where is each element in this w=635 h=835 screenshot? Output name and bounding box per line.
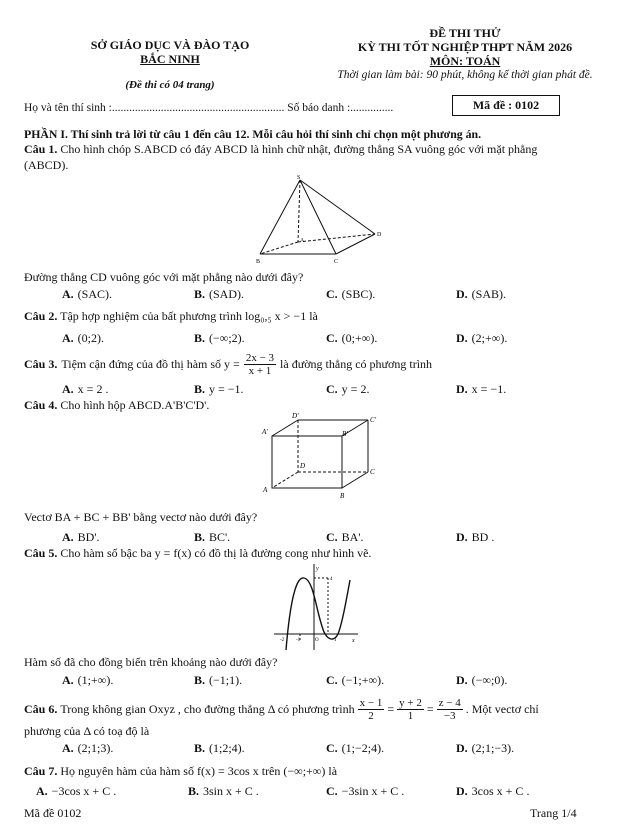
- q1-option-d[interactable]: D. (SAB).: [456, 287, 507, 301]
- q3-option-a[interactable]: A. x = 2 .: [62, 382, 109, 396]
- label-A: A: [263, 486, 268, 494]
- exam-title-block: [300, 26, 630, 82]
- q1-pyramid-figure: [240, 172, 400, 272]
- q4-label: Câu 4.: [24, 398, 58, 412]
- q2-option-b[interactable]: B. (−∞;2).: [194, 331, 245, 345]
- q7-stem: Họ nguyên hàm của hàm số f(x) = 3cos x trên (−∞;+∞) là: [60, 764, 338, 778]
- label-C: C: [370, 468, 375, 476]
- q6-label: Câu 6.: [24, 702, 58, 716]
- name-label: Họ và tên thí sinh :: [24, 102, 112, 114]
- q1-label: Câu 1.: [24, 142, 58, 156]
- q1-question: Đường thẳng CD vuông góc với mặt phẳng nào dưới đây?: [24, 270, 304, 284]
- q7-text: [24, 764, 337, 779]
- q6-text: Câu 6. Trong không gian Oxyz , cho đường thẳng Δ có phương trình x − 1 2 = y + 2 1 = z − 4 −3 . Một vectơ chỉ: [24, 697, 539, 722]
- org-line1: SỞ GIÁO DỤC VÀ ĐÀO TẠO: [90, 38, 250, 52]
- label-A: A: [300, 238, 305, 244]
- axis-x-label: x: [352, 638, 355, 644]
- q6-option-b[interactable]: B. (1;2;4).: [194, 741, 245, 755]
- q6-frac2: y + 2 1: [399, 697, 422, 722]
- q4-stem: Cho hình hộp ABCD.A'B'C'D'.: [60, 398, 210, 412]
- exam-code-box: Mã đề : 0102: [452, 95, 560, 116]
- org-line2: BẮC NINH: [140, 52, 200, 66]
- q6-stem-a: Trong không gian Oxyz , cho đường thẳng Δ có phương trình: [60, 702, 355, 716]
- tick-m1: -1: [296, 638, 301, 643]
- label-A1: A': [262, 428, 268, 436]
- q3-fraction: [244, 352, 276, 377]
- q2-option-d[interactable]: D. (2;+∞).: [456, 331, 508, 345]
- q1-option-a[interactable]: A. (SAC).: [62, 287, 113, 301]
- q4-text: [24, 398, 209, 413]
- q7-label: Câu 7.: [24, 764, 58, 778]
- q5-label: Câu 5.: [24, 546, 58, 560]
- q2-option-a[interactable]: A. (0;2).: [62, 331, 104, 345]
- q1-stem2: (ABCD).: [24, 158, 69, 172]
- q7-option-b[interactable]: B. 3sin x + C .: [188, 784, 259, 798]
- tick-4: 4: [330, 577, 333, 582]
- q5-question: Hàm số đã cho đồng biến trên khoảng nào dưới đây?: [24, 655, 278, 669]
- org-block: [70, 38, 270, 92]
- label-C1: C': [370, 416, 377, 424]
- q3-stem-b: là đường thẳng có phương trình: [280, 357, 433, 371]
- q4-option-d[interactable]: D. BD .: [456, 530, 495, 544]
- exam-title2: KỲ THI TỐT NGHIỆP THPT NĂM 2026: [357, 40, 573, 54]
- q2-text: [24, 309, 318, 324]
- q6-option-d[interactable]: D. (2;1;−3).: [456, 741, 515, 755]
- q1-text: [24, 142, 624, 157]
- tick-m2: -2: [280, 638, 285, 643]
- q6-stem2: phương của Δ có toạ độ là: [24, 724, 150, 738]
- q4-option-a[interactable]: A. BD'.: [62, 530, 100, 544]
- label-B1: B': [342, 430, 348, 438]
- q1-stem: Cho hình chóp S.ABCD có đáy ABCD là hình chữ nhật, đường thẳng SA vuông góc với mặt phẳng: [60, 142, 538, 156]
- q2-option-c[interactable]: C. (0;+∞).: [326, 331, 378, 345]
- pages-note: (Đề thi có 04 trang): [125, 79, 215, 91]
- q3-option-c[interactable]: C. y = 2.: [326, 382, 370, 396]
- q5-text: [24, 546, 371, 561]
- sbd-label: Số báo danh :: [287, 102, 351, 114]
- part1-heading: PHẦN I. Thí sinh trả lời từ câu 1 đến câu 12. Mỗi câu hỏi thí sinh chỉ chọn một phương án.: [24, 127, 482, 141]
- q3-option-d[interactable]: D. x = −1.: [456, 382, 507, 396]
- q6-stem-b: . Một vectơ chỉ: [465, 702, 539, 716]
- sbd-dots: ...............: [350, 102, 394, 114]
- q4-option-b[interactable]: B. BC'.: [194, 530, 231, 544]
- q3-frac-den: x + 1: [248, 365, 272, 377]
- q2-label: Câu 2.: [24, 309, 58, 323]
- q6-frac1: x − 1 2: [359, 697, 383, 722]
- origin-label: O: [315, 638, 319, 643]
- q3-frac-num: 2x − 3: [245, 352, 275, 364]
- q6-frac3: z − 4 −3: [438, 697, 461, 722]
- q3-option-b[interactable]: B. y = −1.: [194, 382, 244, 396]
- name-dots: ............................................................: [111, 102, 285, 114]
- q3-label: Câu 3.: [24, 357, 58, 371]
- time-note: Thời gian làm bài: 90 phút, không kể thời gian phát đề.: [337, 69, 593, 81]
- q4-box-figure: [258, 412, 388, 506]
- q1-option-b[interactable]: B. (SAD).: [194, 287, 245, 301]
- q3-text: [24, 352, 432, 377]
- label-B: B: [340, 492, 345, 500]
- q6-option-a[interactable]: A. (2;1;3).: [62, 741, 114, 755]
- label-D1: D': [292, 412, 299, 420]
- label-B: B: [256, 259, 261, 265]
- exam-subject: MÔN: TOÁN: [429, 54, 501, 68]
- q5-graph-figure: [272, 562, 362, 654]
- q7-option-c[interactable]: C. −3sin x + C .: [326, 784, 405, 798]
- q5-stem: Cho hàm số bậc ba y = f(x) có đồ thị là đường cong như hình vẽ.: [60, 546, 372, 560]
- q4-question: Vectơ BA + BC + BB' bằng vectơ nào dưới đây?: [24, 510, 258, 524]
- student-line: [24, 101, 393, 116]
- q1-option-c[interactable]: C. (SBC).: [326, 287, 376, 301]
- label-D: D: [300, 462, 306, 470]
- label-C: C: [334, 259, 339, 265]
- axis-y-label: y: [316, 566, 319, 572]
- exam-title1: ĐỀ THI THỬ: [429, 26, 501, 40]
- tick-1: 1: [334, 638, 337, 643]
- q5-option-d[interactable]: D. (−∞;0).: [456, 673, 508, 687]
- q5-option-c[interactable]: C. (−1;+∞).: [326, 673, 385, 687]
- q7-option-d[interactable]: D. 3cos x + C .: [456, 784, 530, 798]
- q6-option-c[interactable]: C. (1;−2;4).: [326, 741, 385, 755]
- footer-code: Mã đề 0102: [24, 806, 82, 820]
- footer-page: Trang 1/4: [530, 806, 577, 820]
- label-S: S: [297, 175, 301, 181]
- q2-stem: Tập hợp nghiệm của bất phương trình log₀,₅ x > −1 là: [60, 309, 318, 323]
- label-D: D: [377, 232, 382, 238]
- q5-option-a[interactable]: A. (1;+∞).: [62, 673, 114, 687]
- q4-option-c[interactable]: C. BA'.: [326, 530, 364, 544]
- q5-option-b[interactable]: B. (−1;1).: [194, 673, 243, 687]
- q3-stem-a: Tiệm cận đứng của đồ thị hàm số y =: [61, 357, 240, 371]
- q7-option-a[interactable]: A. −3cos x + C .: [36, 784, 117, 798]
